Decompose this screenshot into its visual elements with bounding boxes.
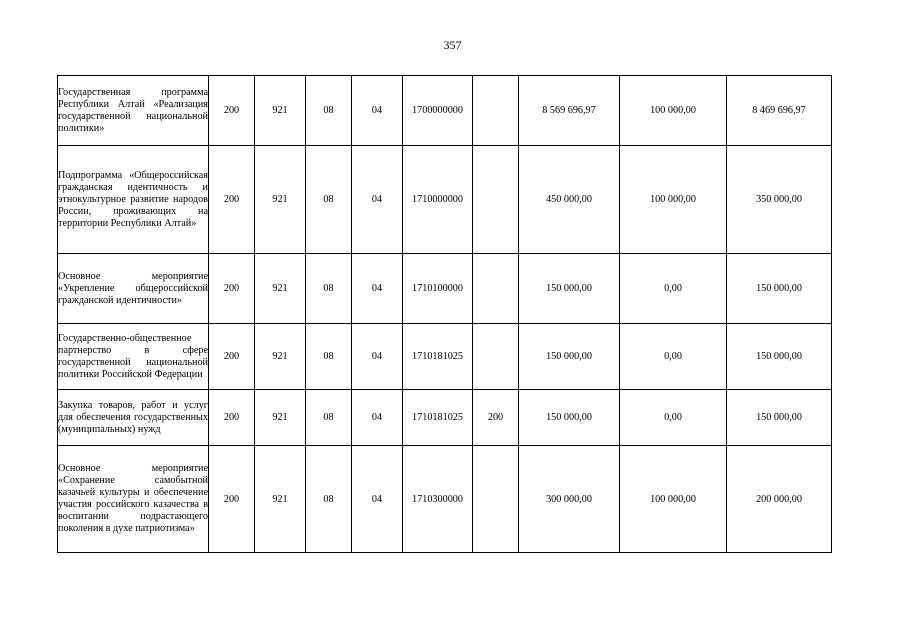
- amount-total-cell: 150 000,00: [519, 254, 620, 324]
- table-row: [58, 254, 832, 324]
- row-name-cell: Государственно-общественное партнерство в сфере государственной национальной политики Российской Федерации: [58, 324, 209, 390]
- amount-federal-cell: 0,00: [620, 390, 727, 446]
- amount-regional-cell: 150 000,00: [727, 324, 832, 390]
- row-name-cell: Основное мероприятие «Сохранение самобытной казачьей культуры и обеспечение участия российского казачества в воспитании подрастающего поколения в духе патриотизма»: [58, 446, 209, 553]
- target-article-cell: 1700000000: [403, 76, 473, 146]
- code-cell: 200: [209, 446, 255, 553]
- amount-federal-cell: 0,00: [620, 324, 727, 390]
- target-article-cell: 1710100000: [403, 254, 473, 324]
- expense-type-cell: [473, 254, 519, 324]
- amount-regional-cell: 8 469 696,97: [727, 76, 832, 146]
- table-row: [58, 146, 832, 254]
- row-name-cell: Закупка товаров, работ и услуг для обеспечения государственных (муниципальных) нужд: [58, 390, 209, 446]
- table-row: [58, 446, 832, 553]
- ministry-code-cell: 921: [255, 76, 306, 146]
- expense-type-cell: [473, 76, 519, 146]
- ministry-code-cell: 921: [255, 146, 306, 254]
- table-row: [58, 76, 832, 146]
- target-article-cell: 1710000000: [403, 146, 473, 254]
- table-row: [58, 390, 832, 446]
- section-cell: 08: [306, 324, 352, 390]
- section-cell: 08: [306, 76, 352, 146]
- code-cell: 200: [209, 146, 255, 254]
- amount-total-cell: 150 000,00: [519, 390, 620, 446]
- section-cell: 08: [306, 390, 352, 446]
- ministry-code-cell: 921: [255, 254, 306, 324]
- code-cell: 200: [209, 76, 255, 146]
- amount-total-cell: 450 000,00: [519, 146, 620, 254]
- subsection-cell: 04: [352, 254, 403, 324]
- amount-total-cell: 8 569 696,97: [519, 76, 620, 146]
- budget-table: [57, 75, 832, 553]
- expense-type-cell: [473, 446, 519, 553]
- amount-regional-cell: 150 000,00: [727, 254, 832, 324]
- code-cell: 200: [209, 324, 255, 390]
- amount-total-cell: 300 000,00: [519, 446, 620, 553]
- amount-regional-cell: 350 000,00: [727, 146, 832, 254]
- ministry-code-cell: 921: [255, 390, 306, 446]
- page-number: 357: [443, 38, 462, 52]
- amount-regional-cell: 150 000,00: [727, 390, 832, 446]
- expense-type-cell: [473, 324, 519, 390]
- target-article-cell: 1710300000: [403, 446, 473, 553]
- amount-federal-cell: 0,00: [620, 254, 727, 324]
- subsection-cell: 04: [352, 146, 403, 254]
- target-article-cell: 1710181025: [403, 324, 473, 390]
- amount-regional-cell: 200 000,00: [727, 446, 832, 553]
- target-article-cell: 1710181025: [403, 390, 473, 446]
- code-cell: 200: [209, 390, 255, 446]
- expense-type-cell: 200: [473, 390, 519, 446]
- subsection-cell: 04: [352, 446, 403, 553]
- subsection-cell: 04: [352, 390, 403, 446]
- amount-federal-cell: 100 000,00: [620, 446, 727, 553]
- amount-total-cell: 150 000,00: [519, 324, 620, 390]
- section-cell: 08: [306, 254, 352, 324]
- row-name-cell: Подпрограмма «Общероссийская гражданская идентичность и этнокультурное развитие народов России, проживающих на территории Республики Алтай»: [58, 146, 209, 254]
- row-name-cell: Основное мероприятие «Укрепление общероссийской гражданской идентичности»: [58, 254, 209, 324]
- subsection-cell: 04: [352, 324, 403, 390]
- table-row: [58, 324, 832, 390]
- amount-federal-cell: 100 000,00: [620, 146, 727, 254]
- expense-type-cell: [473, 146, 519, 254]
- amount-federal-cell: 100 000,00: [620, 76, 727, 146]
- ministry-code-cell: 921: [255, 324, 306, 390]
- subsection-cell: 04: [352, 76, 403, 146]
- code-cell: 200: [209, 254, 255, 324]
- ministry-code-cell: 921: [255, 446, 306, 553]
- row-name-cell: Государственная программа Республики Алтай «Реализация государственной национальной политики»: [58, 76, 209, 146]
- section-cell: 08: [306, 146, 352, 254]
- section-cell: 08: [306, 446, 352, 553]
